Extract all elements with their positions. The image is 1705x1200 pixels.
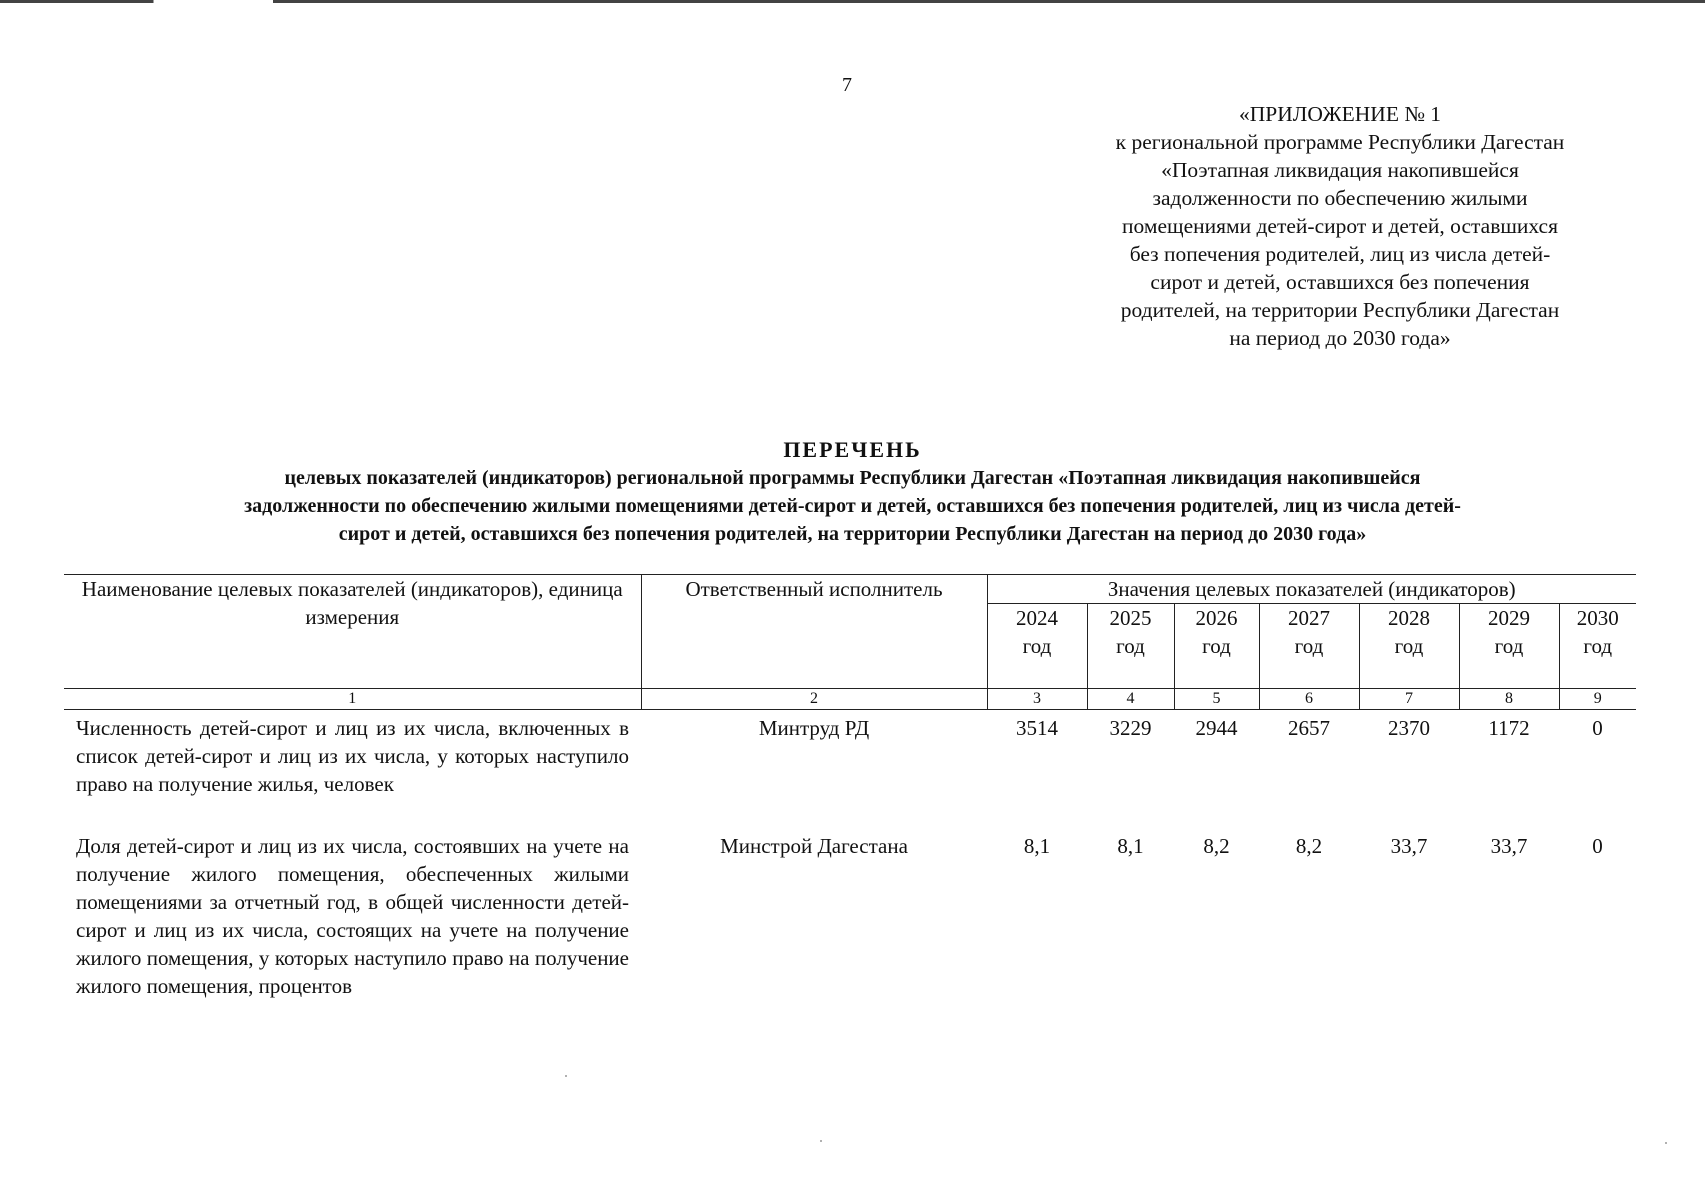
column-number: 9 <box>1559 689 1636 710</box>
column-number: 3 <box>987 689 1087 710</box>
header-year <box>1174 604 1259 689</box>
appendix-line: к региональной программе Республики Дагестан <box>1115 130 1565 154</box>
indicators-table <box>64 574 1636 1000</box>
indicator-value: 3514 <box>1016 716 1058 740</box>
scan-edge-line <box>0 0 1705 3</box>
header-year <box>1259 604 1359 689</box>
year-word: год <box>1583 634 1613 658</box>
header-year <box>987 604 1087 689</box>
column-number: 7 <box>1359 689 1459 710</box>
year-word: год <box>1394 634 1424 658</box>
table-row <box>64 828 1636 1000</box>
year-number: 2028 <box>1388 606 1430 630</box>
table-header-row <box>64 575 1636 604</box>
column-number: 1 <box>64 689 641 710</box>
column-number: 2 <box>641 689 987 710</box>
header-year <box>1359 604 1459 689</box>
year-number: 2025 <box>1109 606 1152 630</box>
indicator-value: 2657 <box>1288 716 1330 740</box>
appendix-block <box>1080 100 1600 352</box>
year-word: год <box>1202 634 1231 658</box>
appendix-line: на период до 2030 года» <box>1229 326 1451 350</box>
year-number: 2030 <box>1576 606 1619 630</box>
year-word: год <box>1022 634 1052 658</box>
year-word: год <box>1294 634 1324 658</box>
document-subtitle <box>60 464 1645 548</box>
indicator-value: 8,1 <box>1023 834 1051 858</box>
indicator-value: 33,7 <box>1390 834 1428 858</box>
appendix-line: без попечения родителей, лиц из числа детей- <box>1129 242 1551 266</box>
column-numbers-row <box>64 689 1636 710</box>
year-word: год <box>1494 634 1524 658</box>
header-indicator-name: Наименование целевых показателей (индикаторов), единица измерения <box>64 575 641 689</box>
appendix-line: «ПРИЛОЖЕНИЕ № 1 <box>1239 102 1441 126</box>
indicator-value: 3229 <box>1109 716 1152 740</box>
responsible-executor: Минтруд РД <box>758 716 870 740</box>
year-word: год <box>1116 634 1145 658</box>
indicator-value: 8,1 <box>1117 834 1144 858</box>
appendix-line: сирот и детей, оставшихся без попечения <box>1150 270 1530 294</box>
indicator-value: 8,2 <box>1203 834 1230 858</box>
scan-speck <box>565 1075 567 1077</box>
page-number-text: 7 <box>842 74 852 96</box>
year-number: 2024 <box>1016 606 1058 630</box>
indicator-value: 2370 <box>1388 716 1430 740</box>
subtitle-line: целевых показателей (индикаторов) региональной программы Республики Дагестан «Поэтапная ликвидация накопившейся <box>284 467 1421 489</box>
column-number: 4 <box>1087 689 1174 710</box>
header-responsible: Ответственный исполнитель <box>641 575 987 689</box>
header-year <box>1459 604 1559 689</box>
indicator-value: 0 <box>1592 716 1603 740</box>
indicator-value: 33,7 <box>1490 834 1528 858</box>
scan-speck <box>1665 1142 1667 1144</box>
indicator-name: Численность детей-сирот и лиц из их числа, включенных в список детей-сирот и лиц из их числа, у которых наступило право на получение жилья, человек <box>76 716 629 796</box>
indicator-name: Доля детей-сирот и лиц из их числа, состоявших на учете на получение жилого помещения, обеспеченных жилыми помещениями за отчетный год, в общей численности детей-сирот и лиц из их числа, состоящих на учете на получение жилого помещения, у которых наступило право на получение жилого помещения, процентов <box>76 834 629 998</box>
indicator-value: 8,2 <box>1295 834 1323 858</box>
year-number: 2027 <box>1288 606 1330 630</box>
appendix-line: «Поэтапная ликвидация накопившейся <box>1161 158 1519 182</box>
year-number: 2029 <box>1488 606 1530 630</box>
indicator-value: 0 <box>1592 834 1603 858</box>
scan-speck <box>820 1140 822 1142</box>
indicator-value: 2944 <box>1195 716 1238 740</box>
appendix-line: задолженности по обеспечению жилыми <box>1152 186 1528 210</box>
subtitle-line: задолженности по обеспечению жилыми помещениями детей-сирот и детей, оставшихся без попечения родителей, лиц из числа детей- <box>244 495 1461 517</box>
document-title-block <box>60 436 1645 548</box>
appendix-line: помещениями детей-сирот и детей, оставшихся <box>1122 214 1558 238</box>
document-title: ПЕРЕЧЕНЬ <box>783 437 922 462</box>
column-number: 6 <box>1259 689 1359 710</box>
column-number: 8 <box>1459 689 1559 710</box>
header-values: Значения целевых показателей (индикаторов) <box>987 575 1636 604</box>
header-year <box>1087 604 1174 689</box>
indicator-value: 1172 <box>1488 716 1530 740</box>
column-number: 5 <box>1174 689 1259 710</box>
appendix-line: родителей, на территории Республики Дагестан <box>1120 298 1560 322</box>
year-number: 2026 <box>1195 606 1238 630</box>
responsible-executor: Минстрой Дагестана <box>720 834 908 858</box>
table-row <box>64 710 1636 829</box>
subtitle-line: сирот и детей, оставшихся без попечения родителей, на территории Республики Дагестан на период до 2030 года» <box>338 523 1367 545</box>
header-year <box>1559 604 1636 689</box>
